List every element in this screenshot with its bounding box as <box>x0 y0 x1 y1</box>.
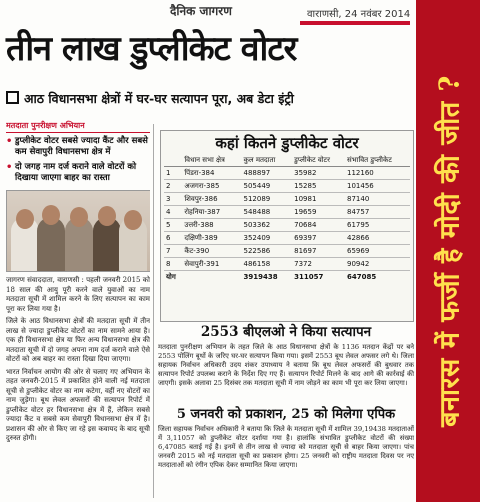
subhead-text: आठ विधानसभा क्षेत्रों में घर-घर सत्यापन पूरा, अब डेटा इंट्री <box>24 91 294 106</box>
table-cell: 3919438 <box>243 273 278 281</box>
table-cell: 69397 <box>292 232 345 245</box>
table-cell: शिवपुर-386 <box>182 193 241 206</box>
left-column <box>6 120 150 500</box>
photo-figure-head <box>70 207 88 227</box>
table-cell: 42866 <box>345 232 410 245</box>
table-cell: 84757 <box>345 206 410 219</box>
table-cell: 112160 <box>345 167 410 180</box>
table-cell: 1 <box>164 167 182 180</box>
table-header-cell: विधान सभा क्षेत्र <box>182 155 241 167</box>
table-cell: 5 <box>164 219 182 232</box>
table-cell: 647085 <box>347 273 377 281</box>
story-heading: 2553 बीएलओ ने किया सत्यापन <box>200 324 372 340</box>
table-cell: 101456 <box>345 180 410 193</box>
bullet-list <box>6 136 150 184</box>
table-cell: 503362 <box>242 219 293 232</box>
table-cell: दक्षिणी-389 <box>182 232 241 245</box>
bullet-item: • दो जगह नाम दर्ज कराने वाले वोटरों को दिखाया जाएगा बाहर का रास्ता <box>6 162 150 184</box>
left-body <box>6 276 150 444</box>
table-cell: 15285 <box>292 180 345 193</box>
table-cell: 10981 <box>292 193 345 206</box>
table-cell: 505449 <box>242 180 293 193</box>
story-heading: 5 जनवरी को प्रकाशन, 25 को मिलेगा एपिक <box>176 407 396 422</box>
table-row <box>164 258 410 271</box>
body-paragraph: भारत निर्वाचन आयोग की ओर से चलाए गए अभियान के तहत जनवरी-2015 में प्रकाशित होने वाली नई मतदाता सूची से डुप्लीकेट वोटर का नाम कटेगा, वहीं नए वोटरों का नाम जुड़ेगा। बूथ लेवल अफसरों की सत्यापन रिपोर्ट में डुप्लीकेट वोटर हर विधानसभा क्षेत्र में हैं, लेकिन सबसे ज्यादा कैंट व सबसे कम सेवापुरी विधानसभा क्षेत्र में है। प्रशासन की ओर से किए जा रहे इस कवायद के बाद सूची दुरुस्त होगी। <box>6 367 150 442</box>
table-row <box>164 206 410 219</box>
table-cell: 61795 <box>345 219 410 232</box>
table-cell <box>182 271 241 284</box>
story-blo-verification <box>158 322 414 388</box>
dateline: वाराणसी, 24 नवंबर 2014 <box>307 9 411 20</box>
table-title: कहां कितने डुप्लीकेट वोटर <box>215 134 359 152</box>
table-cell: 2 <box>164 180 182 193</box>
story-body: मतदाता पुनरीक्षण अभियान के तहत जिले के आठ विधानसभा क्षेत्रों के 1136 मतदान केंद्रों पर बने 2553 पोलिंग बूथों के जरिए घर-घर सत्यापन किया गया। इसमें 2553 बूथ लेवल अफसर लगे थे। जिला सहायक निर्वाचन अधिकारी उदय शंकर उपाध्याय ने बताया कि बूथ लेवल अफसरों की बुधवार तक सत्यापन रिपोर्ट उपलब्ध कराने के निर्देश दिए गए हैं। सत्यापन रिपोर्ट मिलने के बाद आगे की कार्रवाई की जाएगी। इसके अलावा 25 दिसंबर तक मतदाता सूची में नाम जोड़ने का काम भी पूरा कर लिया जाएगा। <box>158 343 414 387</box>
table-cell: 7 <box>164 245 182 258</box>
table-cell: उत्तरी-388 <box>182 219 241 232</box>
subhead <box>6 90 416 107</box>
table-cell: 352409 <box>242 232 293 245</box>
table-header-cell: डुप्लीकेट वोटर <box>292 155 345 167</box>
table-cell: 488897 <box>242 167 293 180</box>
body-paragraph: जिले के आठ विधानसभा क्षेत्रों की मतदाता सूची में तीन लाख से ज्यादा डुप्लीकेट वोटरों का नाम सामने आया है। एक ही विधानसभा क्षेत्र या फिर अन्य विधानसभा क्षेत्र की मतदाता सूची में दो जगह अपना नाम दर्ज कराने वाले ऐसे वोटरों को अब बाहर का रास्ता दिखा दिया जाएगा। <box>6 317 150 363</box>
table-row <box>164 245 410 258</box>
table-row <box>164 232 410 245</box>
headline: तीन लाख डुप्लीकेट वोटर <box>6 29 297 69</box>
table-row <box>164 219 410 232</box>
photo-figure-head <box>124 210 142 230</box>
section-tagline: मतदाता पुनरीक्षण अभियान <box>6 120 150 133</box>
story-body: जिला सहायक निर्वाचन अधिकारी ने बताया कि जिले के मतदाता सूची में शामिल 39,19438 मतदाताओं में 3,11057 को डुप्लीकेट वोटर दर्शाया गया है। हालांकि संभावित डुप्लीकेट वोटरों की संख्या 6,47085 बताई गई है। इनमें से तीन लाख से ज्यादा को मतदाता सूची से बाहर किया जाएगा। पांच जनवरी 2015 को नई मतदाता सूची का प्रकाशन होगा। 25 जनवरी को राष्ट्रीय मतदाता दिवस पर नए मतदाताओं को रंगीन एपिक देकर सम्मानित किया जाएगा। <box>158 425 414 469</box>
side-banner <box>416 0 480 502</box>
voter-table-box <box>160 130 414 322</box>
checkbox-square-icon <box>6 91 19 104</box>
table-cell: 3 <box>164 193 182 206</box>
table-cell: 522586 <box>242 245 293 258</box>
table-row <box>164 193 410 206</box>
table-header-cell: संभावित डुप्लीकेट <box>345 155 410 167</box>
dateline-rule <box>300 21 410 25</box>
table-cell: 87140 <box>345 193 410 206</box>
column-divider <box>153 124 154 498</box>
table-header-row <box>164 155 410 167</box>
table-cell: 512089 <box>242 193 293 206</box>
table-cell: 35982 <box>292 167 345 180</box>
table-header-cell: कुल मतदाता <box>242 155 293 167</box>
table-cell: 4 <box>164 206 182 219</box>
table-cell: 548488 <box>242 206 293 219</box>
table-cell: सेवापुरी-391 <box>182 258 241 271</box>
table-cell: 19659 <box>292 206 345 219</box>
story-publication <box>158 404 414 470</box>
news-photo <box>6 190 150 272</box>
table-total-row <box>164 271 410 284</box>
table-cell: 81697 <box>292 245 345 258</box>
voter-table <box>164 155 410 283</box>
table-row <box>164 167 410 180</box>
table-cell: कैंट-390 <box>182 245 241 258</box>
table-cell: 7372 <box>292 258 345 271</box>
table-cell: योग <box>166 272 176 281</box>
masthead: दैनिक जागरण <box>170 4 232 18</box>
table-cell: 8 <box>164 258 182 271</box>
table-cell: रोहनिया-387 <box>182 206 241 219</box>
table-header-cell <box>164 155 182 167</box>
table-cell: 70684 <box>292 219 345 232</box>
bullet-item: • डुप्लीकेट वोटर सबसे ज्यादा कैंट और सबसे कम सेवापुरी विधानसभा क्षेत्र में <box>6 136 150 158</box>
photo-figure-head <box>98 206 116 226</box>
table-cell: अजगरा-385 <box>182 180 241 193</box>
table-cell: 90942 <box>345 258 410 271</box>
photo-figure-head <box>42 205 60 225</box>
table-cell: 311057 <box>294 273 324 281</box>
table-cell: पिंडरा-384 <box>182 167 241 180</box>
table-cell: 486158 <box>242 258 293 271</box>
banner-text: बनारस में फर्जी है मोदी की जीत ? <box>434 75 466 427</box>
table-cell: 6 <box>164 232 182 245</box>
photo-figure <box>37 217 65 272</box>
body-paragraph: जागरण संवाददाता, वाराणसी : पहली जनवरी 2015 को 18 साल की आयु पूरी करने वाले युवाओं का नाम मतदाता सूची में शामिल करने के लिए सत्यापन का काम पूरा कर लिया गया है। <box>6 276 150 313</box>
table-row <box>164 180 410 193</box>
photo-figure-head <box>16 209 34 229</box>
table-cell: 65969 <box>345 245 410 258</box>
